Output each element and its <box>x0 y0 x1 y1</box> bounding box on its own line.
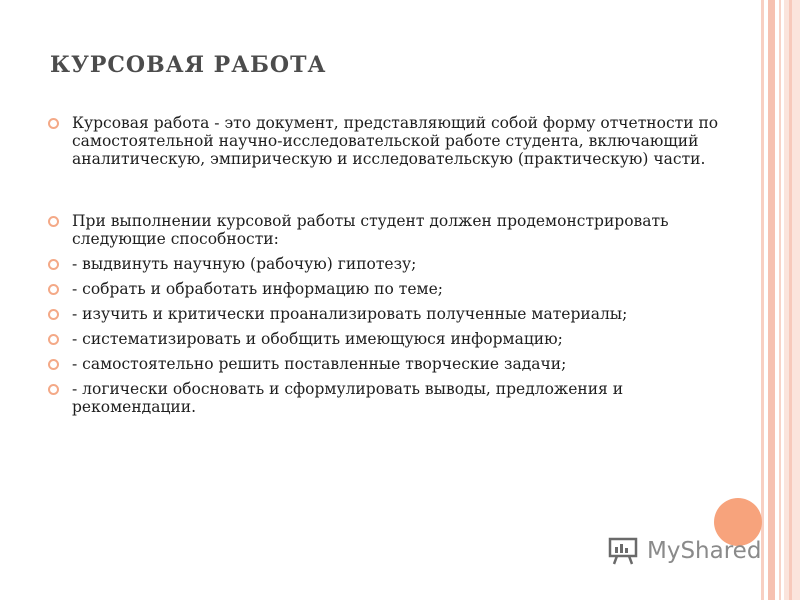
watermark-logo[interactable] <box>607 536 761 566</box>
bullet-list <box>48 114 738 416</box>
list-item-text: Курсовая работа - это документ, представляющий собой форму отчетности по самостоятельной научно-исследовательской работе студента, включающий аналитическую, эмпирическую и исследовательскую (практическую) части. <box>72 114 719 168</box>
list-item <box>48 212 738 248</box>
list-item <box>48 380 738 416</box>
bullet-circle-icon <box>48 384 59 395</box>
bullet-circle-icon <box>48 334 59 345</box>
watermark-brand: MyShared <box>647 538 762 564</box>
list-item-text: - самостоятельно решить поставленные творческие задачи; <box>72 355 567 373</box>
presentation-board-icon <box>607 536 641 566</box>
list-item-text: - собрать и обработать информацию по теме; <box>72 280 443 298</box>
decorative-stripe <box>768 0 775 600</box>
list-item <box>48 305 738 323</box>
bullet-circle-icon <box>48 359 59 370</box>
list-item-text: - логически обосновать и сформулировать выводы, предложения и рекомендации. <box>72 380 624 416</box>
decorative-stripe <box>761 0 764 600</box>
bullet-circle-icon <box>48 309 59 320</box>
list-item-text: При выполнении курсовой работы студент должен продемонстрировать следующие способности: <box>72 212 669 248</box>
slide-title: КУРСОВАЯ РАБОТА <box>50 52 327 78</box>
bullet-circle-icon <box>48 259 59 270</box>
bullet-circle-icon <box>48 216 59 227</box>
list-item-text: - изучить и критически проанализировать полученные материалы; <box>72 305 628 323</box>
list-item <box>48 355 738 373</box>
decorative-stripe <box>784 0 800 600</box>
list-item-text: - систематизировать и обобщить имеющуюся информацию; <box>72 330 563 348</box>
decorative-stripe <box>789 0 792 600</box>
bullet-circle-icon <box>48 118 59 129</box>
decorative-stripe <box>779 0 781 600</box>
list-item <box>48 255 738 273</box>
list-item <box>48 114 738 168</box>
list-item <box>48 330 738 348</box>
list-item-text: - выдвинуть научную (рабочую) гипотезу; <box>72 255 417 273</box>
bullet-circle-icon <box>48 284 59 295</box>
list-item <box>48 280 738 298</box>
